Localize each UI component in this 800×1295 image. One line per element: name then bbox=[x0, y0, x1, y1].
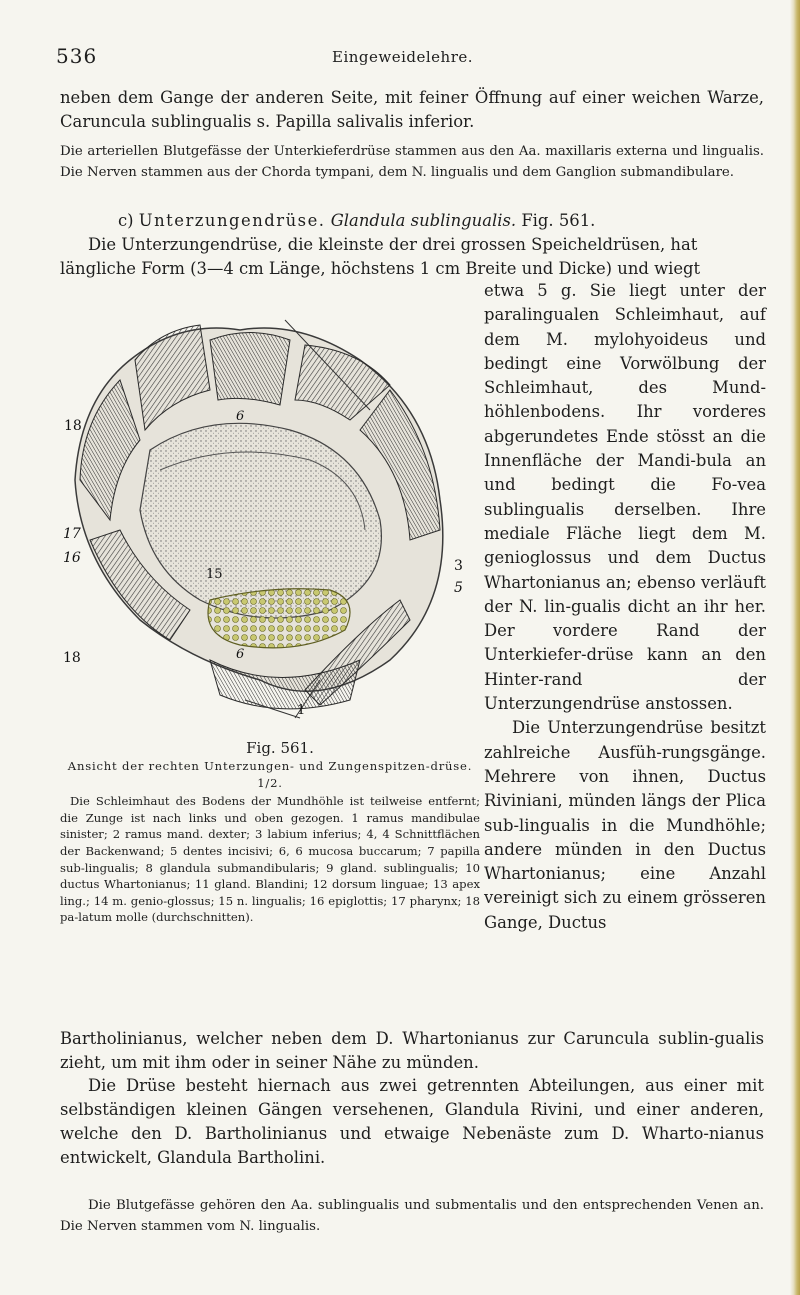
intro-line-2: längliche Form (3—4 cm Länge, höchstens 1 cm Breite und Dicke) und wiegt bbox=[60, 258, 701, 278]
note-blood-vessels-sublingual: Die Blutgefässe gehören den Aa. sublingualis und submentalis und den entsprechenden Venen an. Die Nerven stammen vom N. lingualis. bbox=[60, 1198, 764, 1234]
label-5: 5 bbox=[454, 580, 463, 596]
running-title: Eingeweidelehre. bbox=[332, 48, 474, 66]
label-3: 3 bbox=[454, 558, 463, 574]
section-heading bbox=[60, 209, 764, 232]
figure-illustration bbox=[60, 300, 470, 720]
figure-number: Fig. 561. bbox=[246, 739, 314, 757]
column-paragraph-2: Die Unterzungendrüse besitzt zahlreiche Ausfüh-rungsgänge. Mehrere von ihnen, Ductus Riviniani, münden längs der Plica sub-lingualis in die Mundhöhle; andere münden in den Ductus Whartonianus; eine Anzahl vereinigt sich zu einem grösseren Gange, Ductus bbox=[484, 718, 766, 932]
label-15: 15 bbox=[206, 567, 223, 582]
running-head bbox=[0, 44, 800, 74]
heading-figref: Fig. 561. bbox=[521, 211, 596, 230]
label-18a: 18 bbox=[64, 418, 82, 434]
label-16: 16 bbox=[63, 550, 81, 566]
intro-line-1: Die Unterzungendrüse, die kleinste der drei grossen Speicheldrüsen, hat bbox=[88, 235, 698, 254]
anatomical-figure bbox=[60, 300, 470, 720]
heading-title: Unterzungendrüse. bbox=[138, 211, 326, 230]
note-blood-vessels-submandibular: Die arteriellen Blutgefässe der Unterkieferdrüse stammen aus den Aa. maxillaris externa und lingualis. Die Nerven stammen aus der Chorda tympani, dem N. lingualis und dem Ganglion submandibulare. bbox=[60, 144, 764, 180]
label-18b: 18 bbox=[63, 650, 81, 666]
page-edge bbox=[790, 0, 800, 1295]
page-number: 536 bbox=[56, 44, 98, 68]
heading-latin: Glandula sublingualis. bbox=[330, 211, 517, 230]
division-paragraph: Die Drüse besteht hiernach aus zwei getrennten Abteilungen, aus einer mit selbständigen kleinen Gängen versehenen, Glandula Rivini, und einer anderen, welche den D. Bartholinianus und etwaige Nebenäste zum D. Wharto-nianus entwickelt, Glandula Bartholini. bbox=[60, 1076, 764, 1167]
bartholinianus-line: Bartholinianus, welcher neben dem D. Whartonianus zur Caruncula sublin-gualis zieht, um mit ihm oder in seiner Nähe zu münden. bbox=[60, 1029, 764, 1072]
column-text bbox=[484, 279, 766, 935]
column-paragraph-1: etwa 5 g. Sie liegt unter der paralingualen Schleimhaut, auf dem M. mylohyoideus und bedingt eine Vorwölbung der Schleimhaut, des Mund-höhlenbodens. Ihr vorderes abgerundetes Ende stösst an die Innenfläche der Mandi-bula an und bedingt die Fo-vea sublingualis derselben. Ihre mediale Fläche liegt dem M. genioglossus und dem Ductus Whartonianus an; ebenso verläuft der N. lin-gualis dicht an ihr her. Der vordere Rand der Unterkiefer-drüse kann an den Hinter-rand der Unterzungendrüse anstossen. bbox=[484, 281, 766, 714]
figure-legend: Die Schleimhaut des Bodens der Mundhöhle ist teilweise entfernt; die Zunge ist nach links und oben gezogen. 1 ramus mandibulae sinister; 2 ramus mand. dexter; 3 labium inferius; 4, 4 Schnittflächen der Backenwand; 5 dentes incisivi; 6, 6 mucosa buccarum; 7 papilla sub-lingualis; 8 glandula submandibularis; 9 gland. sublingualis; 10 ductus Whartonianus; 11 gland. Blandini; 12 dorsum linguae; 13 apex ling.; 14 m. genio-glossus; 15 n. lingualis; 16 epiglottis; 17 pharynx; 18 pa-latum molle (durchschnitten). bbox=[60, 794, 480, 925]
label-6a: 6 bbox=[236, 409, 245, 424]
paragraph-caruncula: neben dem Gange der anderen Seite, mit feiner Öffnung auf einer weichen Warze, Caruncula sublingualis s. Papilla salivalis inferior. bbox=[60, 88, 764, 131]
label-17: 17 bbox=[63, 526, 81, 542]
figure-title: Ansicht der rechten Unterzungen- und Zungenspitzen-drüse. 1/2. bbox=[67, 759, 473, 790]
heading-prefix: c) bbox=[118, 211, 139, 230]
paragraph-intro bbox=[60, 233, 764, 280]
closing-text bbox=[60, 1027, 764, 1169]
label-1: 1 bbox=[297, 703, 306, 718]
label-6b: 6 bbox=[236, 647, 245, 662]
figure-caption bbox=[60, 738, 480, 926]
